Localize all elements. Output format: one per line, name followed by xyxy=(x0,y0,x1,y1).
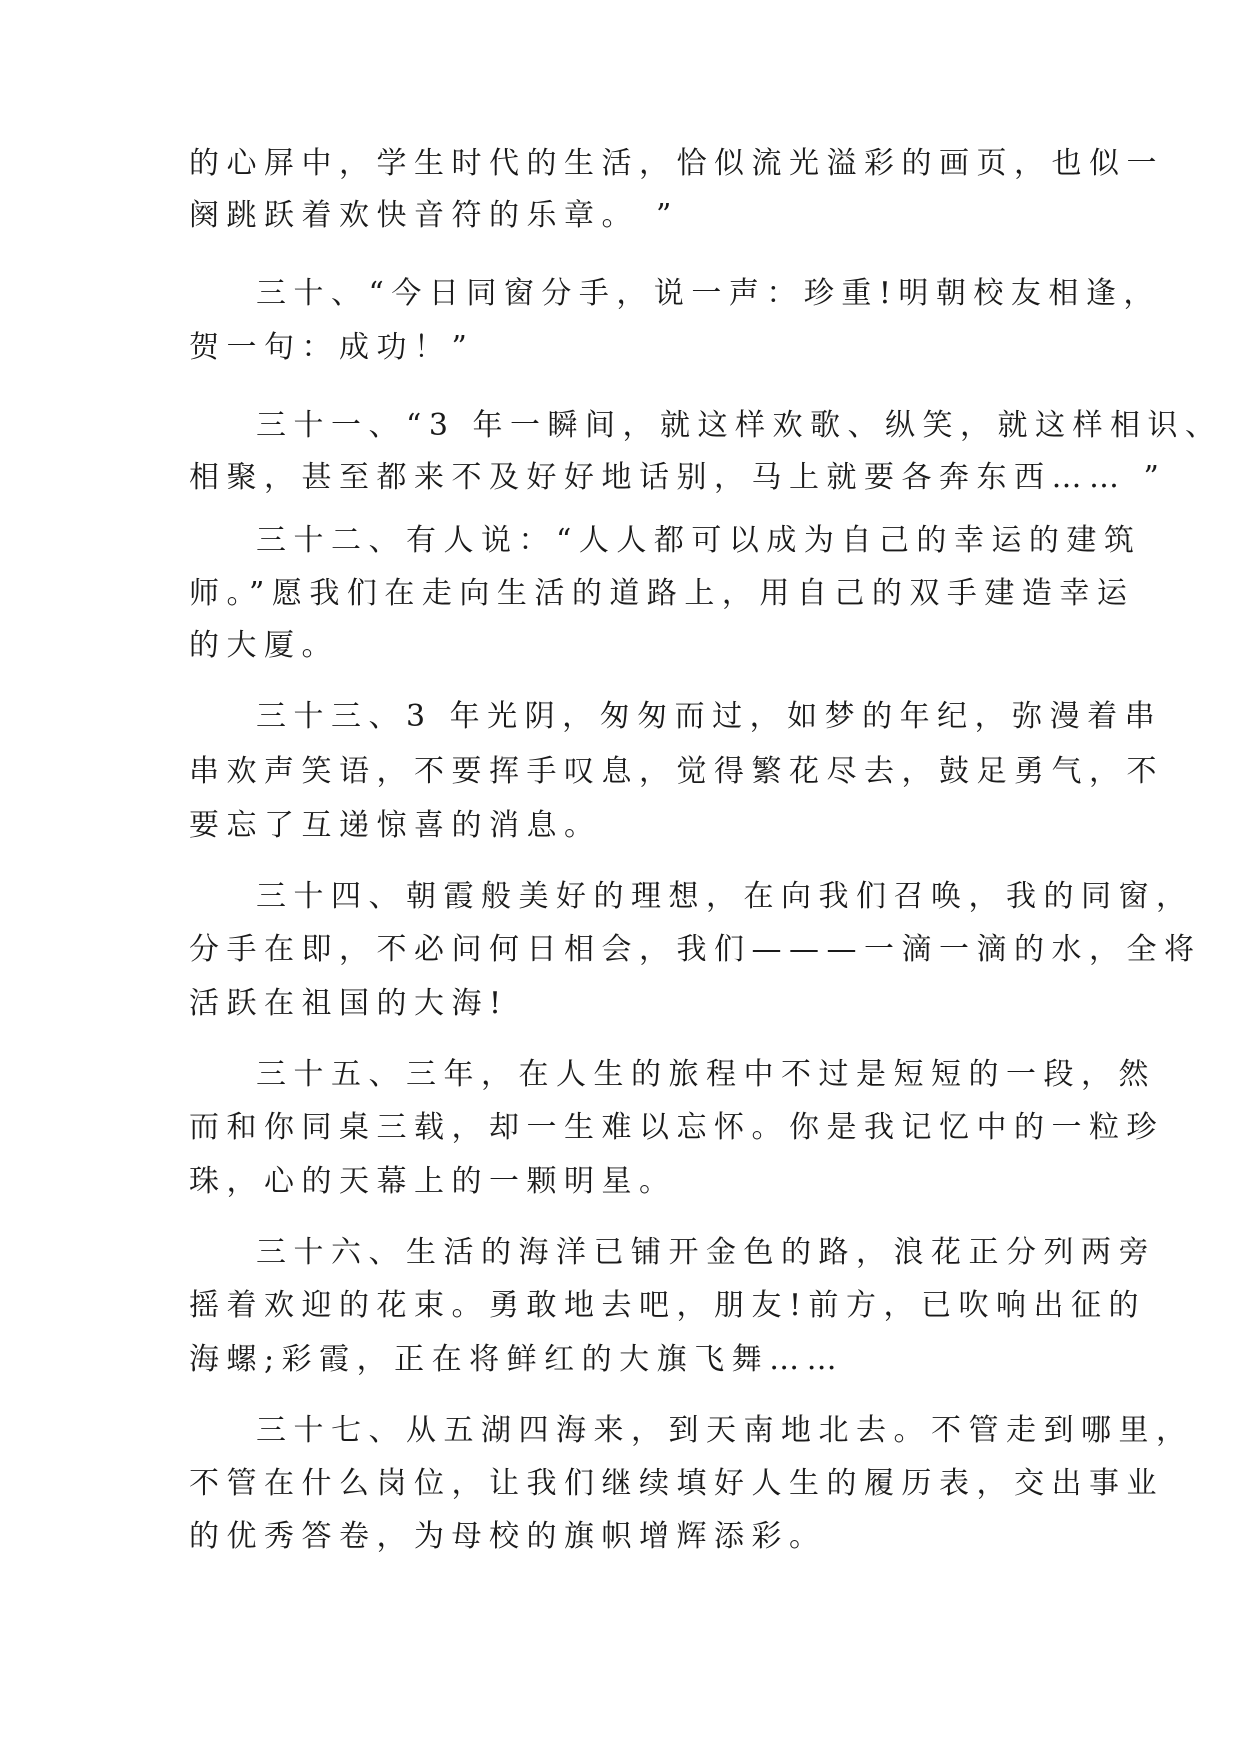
text-line: 三十五、三年，在人生的旅程中不过是短短的一段，然 xyxy=(256,1057,1156,1092)
text-line: 三十一、“3 年一瞬间，就这样欢歌、纵笑，就这样相识、 xyxy=(256,408,1223,443)
text-line: 要忘了互递惊喜的消息。 xyxy=(189,808,602,843)
text-line: 海螺;彩霞，正在将鲜红的大旗飞舞…… xyxy=(189,1342,845,1377)
text-line: 的大厦。 xyxy=(189,628,339,663)
text-line: 阕跳跃着欢快音符的乐章。 ” xyxy=(189,198,679,233)
text-line: 的心屏中，学生时代的生活，恰似流光溢彩的画页，也似一 xyxy=(189,146,1164,181)
text-line: 的优秀答卷，为母校的旗帜增辉添彩。 xyxy=(189,1519,827,1554)
text-line: 三十三、3 年光阴，匆匆而过，如梦的年纪，弥漫着串 xyxy=(256,699,1163,734)
text-line: 贺一句：成功！” xyxy=(189,330,475,365)
text-line: 三十二、有人说：“人人都可以成为自己的幸运的建筑 xyxy=(256,523,1142,558)
text-line: 摇着欢迎的花束。勇敢地去吧，朋友!前方，已吹响出征的 xyxy=(189,1288,1147,1323)
text-line: 师。”愿我们在走向生活的道路上，用自己的双手建造幸运 xyxy=(189,576,1135,611)
text-line: 而和你同桌三载，却一生难以忘怀。你是我记忆中的一粒珍 xyxy=(189,1110,1164,1145)
text-line: 不管在什么岗位，让我们继续填好人生的履历表，交出事业 xyxy=(189,1466,1164,1501)
text-line: 三十六、生活的海洋已铺开金色的路，浪花正分列两旁 xyxy=(256,1235,1156,1270)
text-line: 相聚，甚至都来不及好好地话别，马上就要各奔东西…… ” xyxy=(189,460,1167,495)
text-line: 活跃在祖国的大海! xyxy=(189,986,509,1021)
text-line: 三十七、从五湖四海来，到天南地北去。不管走到哪里， xyxy=(256,1413,1194,1448)
text-line: 串欢声笑语，不要挥手叹息，觉得繁花尽去，鼓足勇气，不 xyxy=(189,754,1164,789)
text-line: 珠，心的天幕上的一颗明星。 xyxy=(189,1164,677,1199)
text-line: 三十四、朝霞般美好的理想，在向我们召唤，我的同窗， xyxy=(256,879,1194,914)
text-line: 三十、“今日同窗分手，说一声：珍重!明朝校友相逢， xyxy=(256,276,1161,311)
text-line: 分手在即，不必问何日相会，我们———一滴一滴的水，全将 xyxy=(189,932,1202,967)
